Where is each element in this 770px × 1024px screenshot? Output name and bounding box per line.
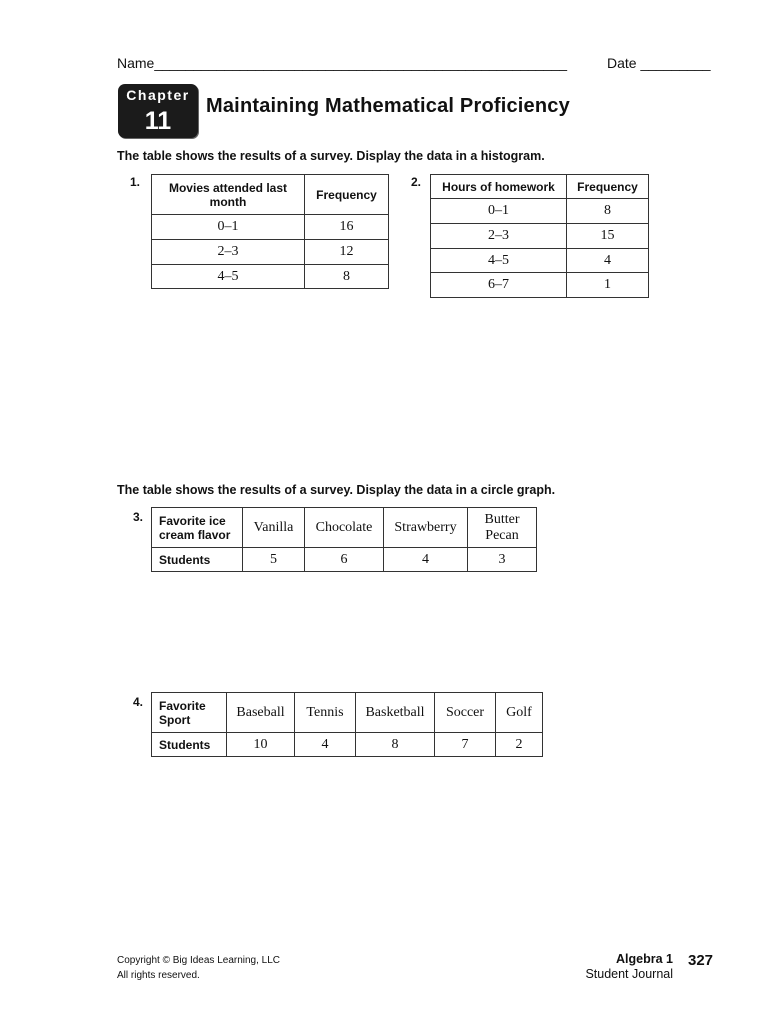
table-cell: 4	[567, 249, 649, 273]
table-cell: Tennis	[295, 693, 356, 733]
question-number-1: 1.	[130, 175, 141, 189]
journal-label: Student Journal	[585, 967, 673, 981]
table-header: Hours of homework	[431, 175, 567, 199]
table-cell: 2–3	[431, 224, 567, 249]
copyright-line: Copyright © Big Ideas Learning, LLC	[117, 955, 281, 966]
table-cell: 4	[295, 733, 356, 757]
ice-cream-table	[151, 507, 537, 572]
table-cell: Vanilla	[243, 508, 305, 548]
table-cell: 1	[567, 273, 649, 298]
table-cell: 15	[567, 224, 649, 249]
row-label: Favorite Sport	[152, 693, 227, 733]
chapter-number: 11	[144, 107, 172, 135]
table-cell: 3	[468, 548, 537, 572]
table-cell: 2–3	[152, 240, 305, 265]
table-cell: Butter Pecan	[468, 508, 537, 548]
date-field-label: Date _________	[607, 55, 711, 71]
book-info	[560, 952, 673, 982]
question-number-2: 2.	[411, 175, 422, 189]
page-title: Maintaining Mathematical Proficiency	[206, 95, 570, 117]
table-cell: 8	[567, 199, 649, 224]
sport-table	[151, 692, 543, 757]
name-field-label: Name_____________________________________________________	[117, 55, 568, 71]
table-cell: 0–1	[431, 199, 567, 224]
table-cell: 10	[227, 733, 295, 757]
table-header: Frequency	[567, 175, 649, 199]
table-cell: 0–1	[152, 215, 305, 240]
question-number-3: 3.	[133, 510, 144, 524]
chapter-badge	[118, 84, 198, 138]
table-cell: 16	[305, 215, 389, 240]
question-number-4: 4.	[133, 695, 144, 709]
table-cell: Chocolate	[305, 508, 384, 548]
table-cell: 5	[243, 548, 305, 572]
table-cell: Basketball	[356, 693, 435, 733]
circle-graph-instruction: The table shows the results of a survey. Display the data in a circle graph.	[117, 483, 556, 497]
histogram-instruction: The table shows the results of a survey. Display the data in a histogram.	[117, 149, 545, 163]
table-cell: 4	[384, 548, 468, 572]
movies-table	[151, 174, 389, 289]
row-label: Favorite ice cream flavor	[152, 508, 243, 548]
rights-line: All rights reserved.	[117, 970, 200, 981]
table-cell: 8	[356, 733, 435, 757]
table-cell: 6–7	[431, 273, 567, 298]
row-label: Students	[152, 548, 243, 572]
homework-table	[430, 174, 649, 298]
table-cell: 2	[496, 733, 543, 757]
table-cell: 12	[305, 240, 389, 265]
copyright-notice	[117, 953, 280, 983]
table-cell: 8	[305, 265, 389, 289]
book-title: Algebra 1	[616, 952, 673, 966]
table-cell: Golf	[496, 693, 543, 733]
table-cell: Baseball	[227, 693, 295, 733]
table-cell: 4–5	[152, 265, 305, 289]
table-cell: 4–5	[431, 249, 567, 273]
row-label: Students	[152, 733, 227, 757]
table-cell: 7	[435, 733, 496, 757]
table-header: Movies attended last month	[152, 175, 305, 215]
table-header: Frequency	[305, 175, 389, 215]
chapter-word: Chapter	[126, 87, 190, 103]
table-cell: Soccer	[435, 693, 496, 733]
table-cell: Strawberry	[384, 508, 468, 548]
table-cell: 6	[305, 548, 384, 572]
page-number: 327	[688, 952, 714, 969]
